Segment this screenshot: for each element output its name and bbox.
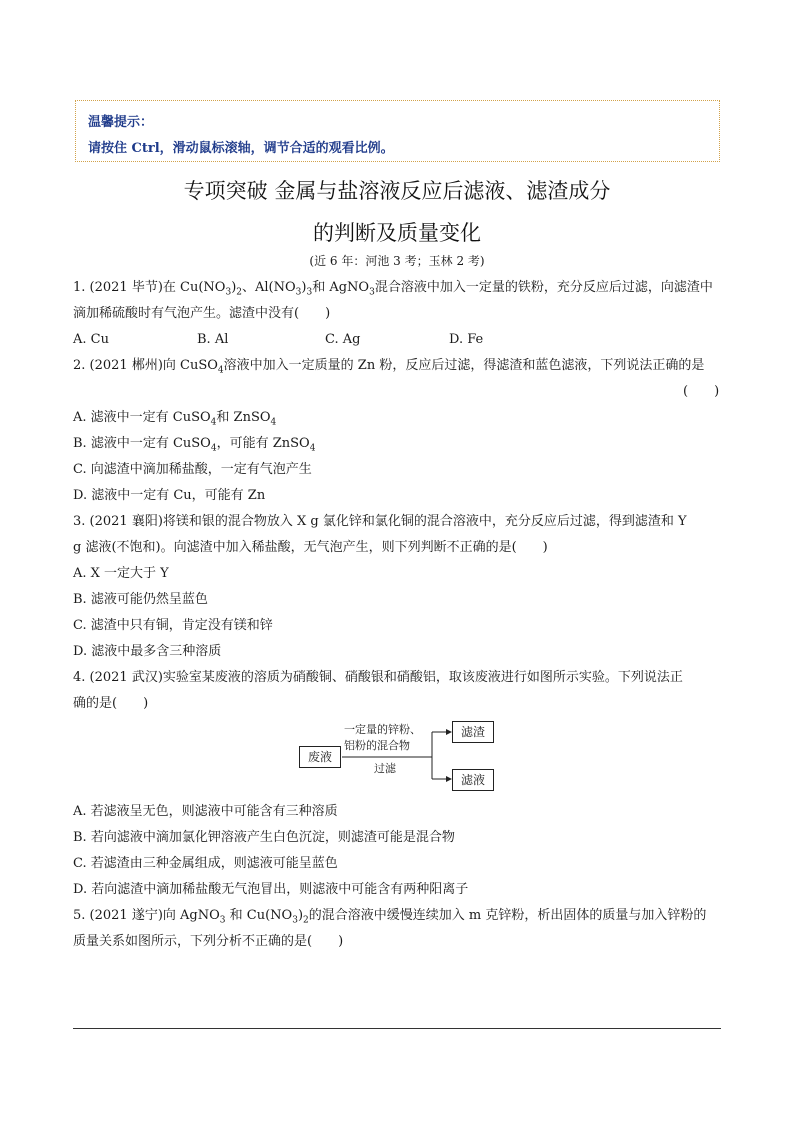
waste-liquid-box: 废液 [299,746,341,768]
process-label: 过滤 [374,762,396,775]
tip-text: 请按住 Ctrl，滑动鼠标滚轴，调节合适的观看比例。 [88,141,394,156]
q2-answer-paren: ( ) [683,384,720,399]
q3-option-a: A. X 一定大于 Y [73,566,169,581]
q3-option-d: D. 滤液中最多含三种溶质 [73,644,222,659]
page-subtitle: (近 6 年：河池 3 考；玉林 2 考) [309,254,485,268]
reagent-label-2: 铝粉的混合物 [344,739,410,752]
q2-option-c: C. 向滤渣中滴加稀盐酸，一定有气泡产生 [73,462,312,477]
q1-line1: 1. (2021 毕节)在 $Cu(NO_3)_2$、$Al(NO_3)_3$和 AgNO$_3$混合溶液中加入一定量的铁粉，充分反应后过滤，向滤渣中 [73,280,713,298]
residue-box: 滤渣 [452,721,494,743]
q1-line2: 滴加稀硫酸时有气泡产生。滤渣中没有( ) [73,306,331,321]
q4-option-c: C. 若滤渣由三种金属组成，则滤液可能呈蓝色 [73,856,338,871]
q4-option-d: D. 若向滤渣中滴加稀盐酸无气泡冒出，则滤液中可能含有两种阳离子 [73,882,469,897]
q1-option-c: C. Ag [325,332,361,347]
q5-line1: 5. (2021 遂宁)向 AgNO$_3$ 和 $Cu(NO_3)_2$的混合溶液中缓慢连续加入 m 克锌粉，析出固体的质量与加入锌粉的 [73,908,707,926]
q3-line1: 3. (2021 襄阳)将镁和银的混合物放入 X g 氯化锌和氯化铜的混合溶液中，充分反应后过滤，得到滤渣和 Y [73,514,687,529]
q4-option-a: A. 若滤液呈无色，则滤液中可能含有三种溶质 [73,804,338,819]
q1-option-d: D. Fe [449,332,484,347]
q2-line1: 2. (2021 郴州)向 CuSO$_4$溶液中加入一定质量的 Zn 粉，反应后过滤，得滤渣和蓝色滤液，下列说法正确的是 [73,358,705,376]
tip-label: 温馨提示： [88,115,154,130]
reagent-label-1: 一定量的锌粉、 [344,723,421,736]
q4-line2: 确的是( ) [73,696,149,711]
q3-option-b: B. 滤液可能仍然呈蓝色 [73,592,208,607]
q5-line2: 质量关系如图所示，下列分析不正确的是( ) [73,934,344,949]
tip-box [75,100,720,162]
q2-option-a: A. 滤液中一定有 CuSO$_4$和 ZnSO$_4$ [73,410,277,428]
q4-option-b: B. 若向滤液中滴加氯化钾溶液产生白色沉淀，则滤渣可能是混合物 [73,830,455,845]
page-title-line2: 的判断及质量变化 [313,221,481,245]
q4-line1: 4. (2021 武汉)实验室某废液的溶质为硝酸铜、硝酸银和硝酸铝，取该废液进行如图所示实验。下列说法正 [73,670,683,685]
page-title-line1: 专项突破 金属与盐溶液反应后滤液、滤渣成分 [183,179,611,203]
q1-option-b: B. Al [197,332,229,347]
q2-option-b: B. 滤液中一定有 CuSO$_4$，可能有 ZnSO$_4$ [73,436,316,454]
q2-option-d: D. 滤液中一定有 Cu，可能有 Zn [73,488,266,503]
q3-line2: g 滤液(不饱和)。向滤渣中加入稀盐酸，无气泡产生，则下列判断不正确的是( ) [73,540,548,555]
experiment-flow-diagram [296,718,496,793]
filtrate-box: 滤液 [452,769,494,791]
page-bottom-rule [73,1028,721,1029]
q1-option-a: A. Cu [73,332,109,347]
q3-option-c: C. 滤渣中只有铜，肯定没有镁和锌 [73,618,273,633]
